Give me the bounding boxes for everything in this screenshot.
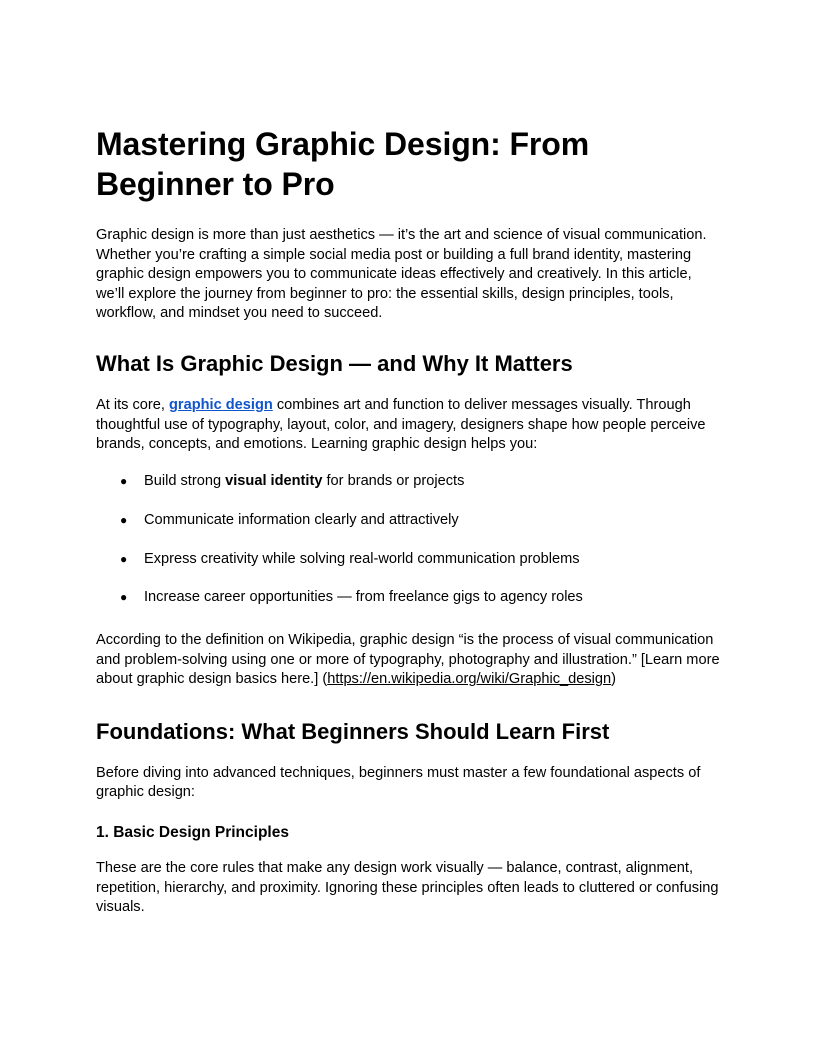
design-principles-paragraph: These are the core rules that make any design work visually — balance, contrast, alignment, repetition, hierarchy, and proximity. Ignoring these principles often leads to cluttered or confusing visuals. <box>96 859 719 916</box>
list-item-bold: visual identity <box>225 472 323 489</box>
core-paragraph <box>96 396 720 455</box>
list-item <box>96 550 720 570</box>
section-heading-foundations: Foundations: What Beginners Should Learn First <box>96 718 610 744</box>
list-item-text: Express creativity while solving real-world communication problems <box>144 550 580 567</box>
list-item <box>96 511 720 531</box>
foundations-paragraph: Before diving into advanced techniques, beginners must master a few foundational aspects of graphic design: <box>96 764 701 801</box>
list-item-text: Communicate information clearly and attractively <box>144 511 459 528</box>
wiki-prefix: According to the definition on Wikipedia, graphic design “is the process of visual communication and problem-solving using one or more of typography, photography and illustration.” [Learn more about graphic design basics here.] ( <box>96 632 720 688</box>
document-page <box>96 124 720 918</box>
bullet-icon: ● <box>120 590 128 605</box>
intro-paragraph: Graphic design is more than just aesthetics — it’s the art and science of visual communication. Whether you’re crafting a simple social media post or building a full brand identity, mastering graphic design empowers you to communicate ideas effectively and creatively. In this article, we’ll explore the journey from beginner to pro: the essential skills, design principles, tools, workflow, and mindset you need to succeed. <box>96 227 707 322</box>
core-prefix: At its core, <box>96 396 169 413</box>
list-item <box>96 472 720 492</box>
graphic-design-link[interactable]: graphic design <box>169 396 273 413</box>
list-item <box>96 588 720 608</box>
wikipedia-paragraph <box>96 631 720 690</box>
section-heading-what-is: What Is Graphic Design — and Why It Matters <box>96 350 573 376</box>
core-suffix: combines art and function to deliver messages visually. Through thoughtful use of typography, layout, color, and imagery, designers shape how people perceive brands, concepts, and emotions. Learning graphic design helps you: <box>96 396 706 453</box>
benefits-list <box>96 472 720 608</box>
list-item-text: Increase career opportunities — from freelance gigs to agency roles <box>144 589 583 606</box>
bullet-icon: ● <box>120 512 128 527</box>
subheading-design-principles: 1. Basic Design Principles <box>96 823 289 841</box>
page-title: Mastering Graphic Design: From Beginner to Pro <box>96 126 590 202</box>
wikipedia-link[interactable]: https://en.wikipedia.org/wiki/Graphic_design <box>327 671 612 688</box>
list-item-prefix: Build strong <box>144 472 226 489</box>
list-item-suffix: for brands or projects <box>322 472 465 489</box>
wiki-suffix: ) <box>611 671 617 688</box>
bullet-icon: ● <box>120 473 128 488</box>
bullet-icon: ● <box>120 551 128 566</box>
